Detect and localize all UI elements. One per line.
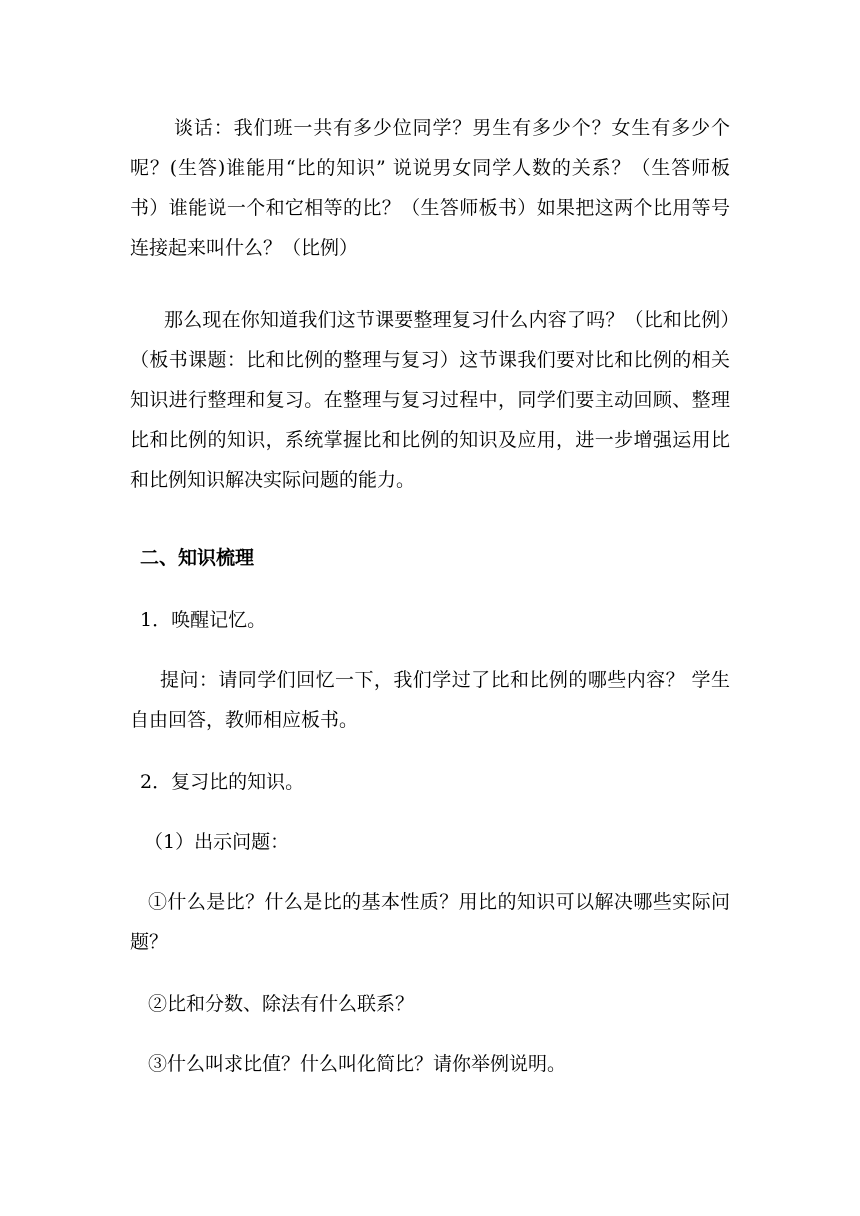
paragraph-question: 提问：请同学们回忆一下，我们学过了比和比例的哪些内容？ 学生自由回答，教师相应板书。 — [130, 669, 730, 731]
item-review-ratio: 2．复习比的知识。 — [140, 771, 305, 793]
item-awaken-memory: 1．唤醒记忆。 — [140, 609, 267, 631]
sub-show-questions: （1）出示问题： — [144, 831, 290, 853]
question-3: ③什么叫求比值？什么叫化简比？请你举例说明。 — [148, 1053, 567, 1075]
question-2: ②比和分数、除法有什么联系？ — [148, 993, 415, 1015]
question-1: ①什么是比？什么是比的基本性质？用比的知识可以解决哪些实际问题？ — [130, 891, 730, 953]
paragraph-intro: 那么现在你知道我们这节课要整理复习什么内容了吗？（比和比例）（板书课题：比和比例的整理与复习）这节课我们要对比和比例的相关知识进行整理和复习。在整理与复习过程中，同学们要主动回顾、整理比和比例的知识，系统掌握比和比例的知识及应用，进一步增强运用比和比例知识解决实际问题的能力。 — [130, 309, 730, 491]
paragraph-talk: 谈话：我们班一共有多少位同学？男生有多少个？女生有多少个呢？(生答)谁能用“比的知识” 说说男女同学人数的关系？（生答师板书）谁能说一个和它相等的比？（生答师板书）如果把这两个比用等号连接起来叫什么？（比例） — [130, 117, 730, 259]
section-heading-knowledge: 二、知识梳理 — [140, 547, 255, 569]
